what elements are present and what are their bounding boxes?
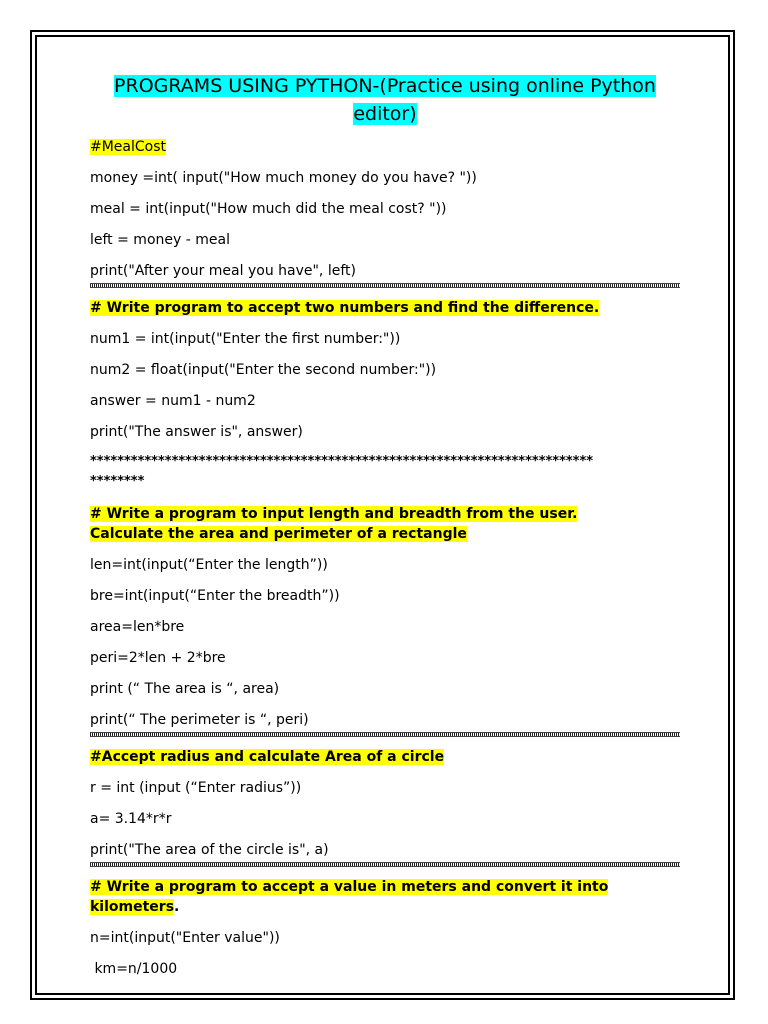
code-line: num1 = int(input("Enter the first number:")) — [90, 331, 401, 347]
code-line: km=n/1000 — [90, 961, 178, 977]
code-line: r = int (input (“Enter radius”)) — [90, 780, 302, 796]
code-line: bre=int(input(“Enter the breadth”)) — [90, 588, 340, 604]
document-body — [90, 72, 680, 979]
code-line: peri=2*len + 2*bre — [90, 650, 226, 666]
code-line: answer = num1 - num2 — [90, 393, 256, 409]
code-line: money =int( input("How much money do you have? ")) — [90, 170, 477, 186]
section-divider — [90, 732, 680, 737]
code-line: a= 3.14*r*r — [90, 811, 172, 827]
code-line: num2 = float(input("Enter the second number:")) — [90, 362, 437, 378]
section-heading-circle: #Accept radius and calculate Area of a circle — [90, 749, 445, 765]
code-line: left = money - meal — [90, 232, 230, 248]
code-line: len=int(input(“Enter the length”)) — [90, 557, 328, 573]
code-line: print("The answer is", answer) — [90, 424, 303, 440]
section-heading-rectangle: # Write a program to input length and breadth from the user. Calculate the area and perimeter of a rectangle — [90, 506, 578, 542]
code-line: meal = int(input("How much did the meal cost? ")) — [90, 201, 447, 217]
section-divider — [90, 283, 680, 288]
section-heading-meters: # Write a program to accept a value in meters and convert it into kilometers. — [90, 879, 609, 915]
section-heading-mealcost: #MealCost — [90, 139, 167, 155]
asterisk-divider: ************************************************************************** ******** — [90, 454, 594, 489]
section-heading-difference: # Write program to accept two numbers and find the difference. — [90, 300, 600, 316]
page-title-text: PROGRAMS USING PYTHON-(Practice using online Python editor) — [114, 75, 656, 125]
code-line: area=len*bre — [90, 619, 185, 635]
code-line: print("The area of the circle is", a) — [90, 842, 329, 858]
code-line: print(“ The perimeter is “, peri) — [90, 712, 309, 728]
page-title — [90, 72, 680, 128]
section-divider — [90, 862, 680, 867]
code-line: print("After your meal you have", left) — [90, 263, 356, 279]
code-line: print (“ The area is “, area) — [90, 681, 280, 697]
code-line: n=int(input("Enter value")) — [90, 930, 280, 946]
